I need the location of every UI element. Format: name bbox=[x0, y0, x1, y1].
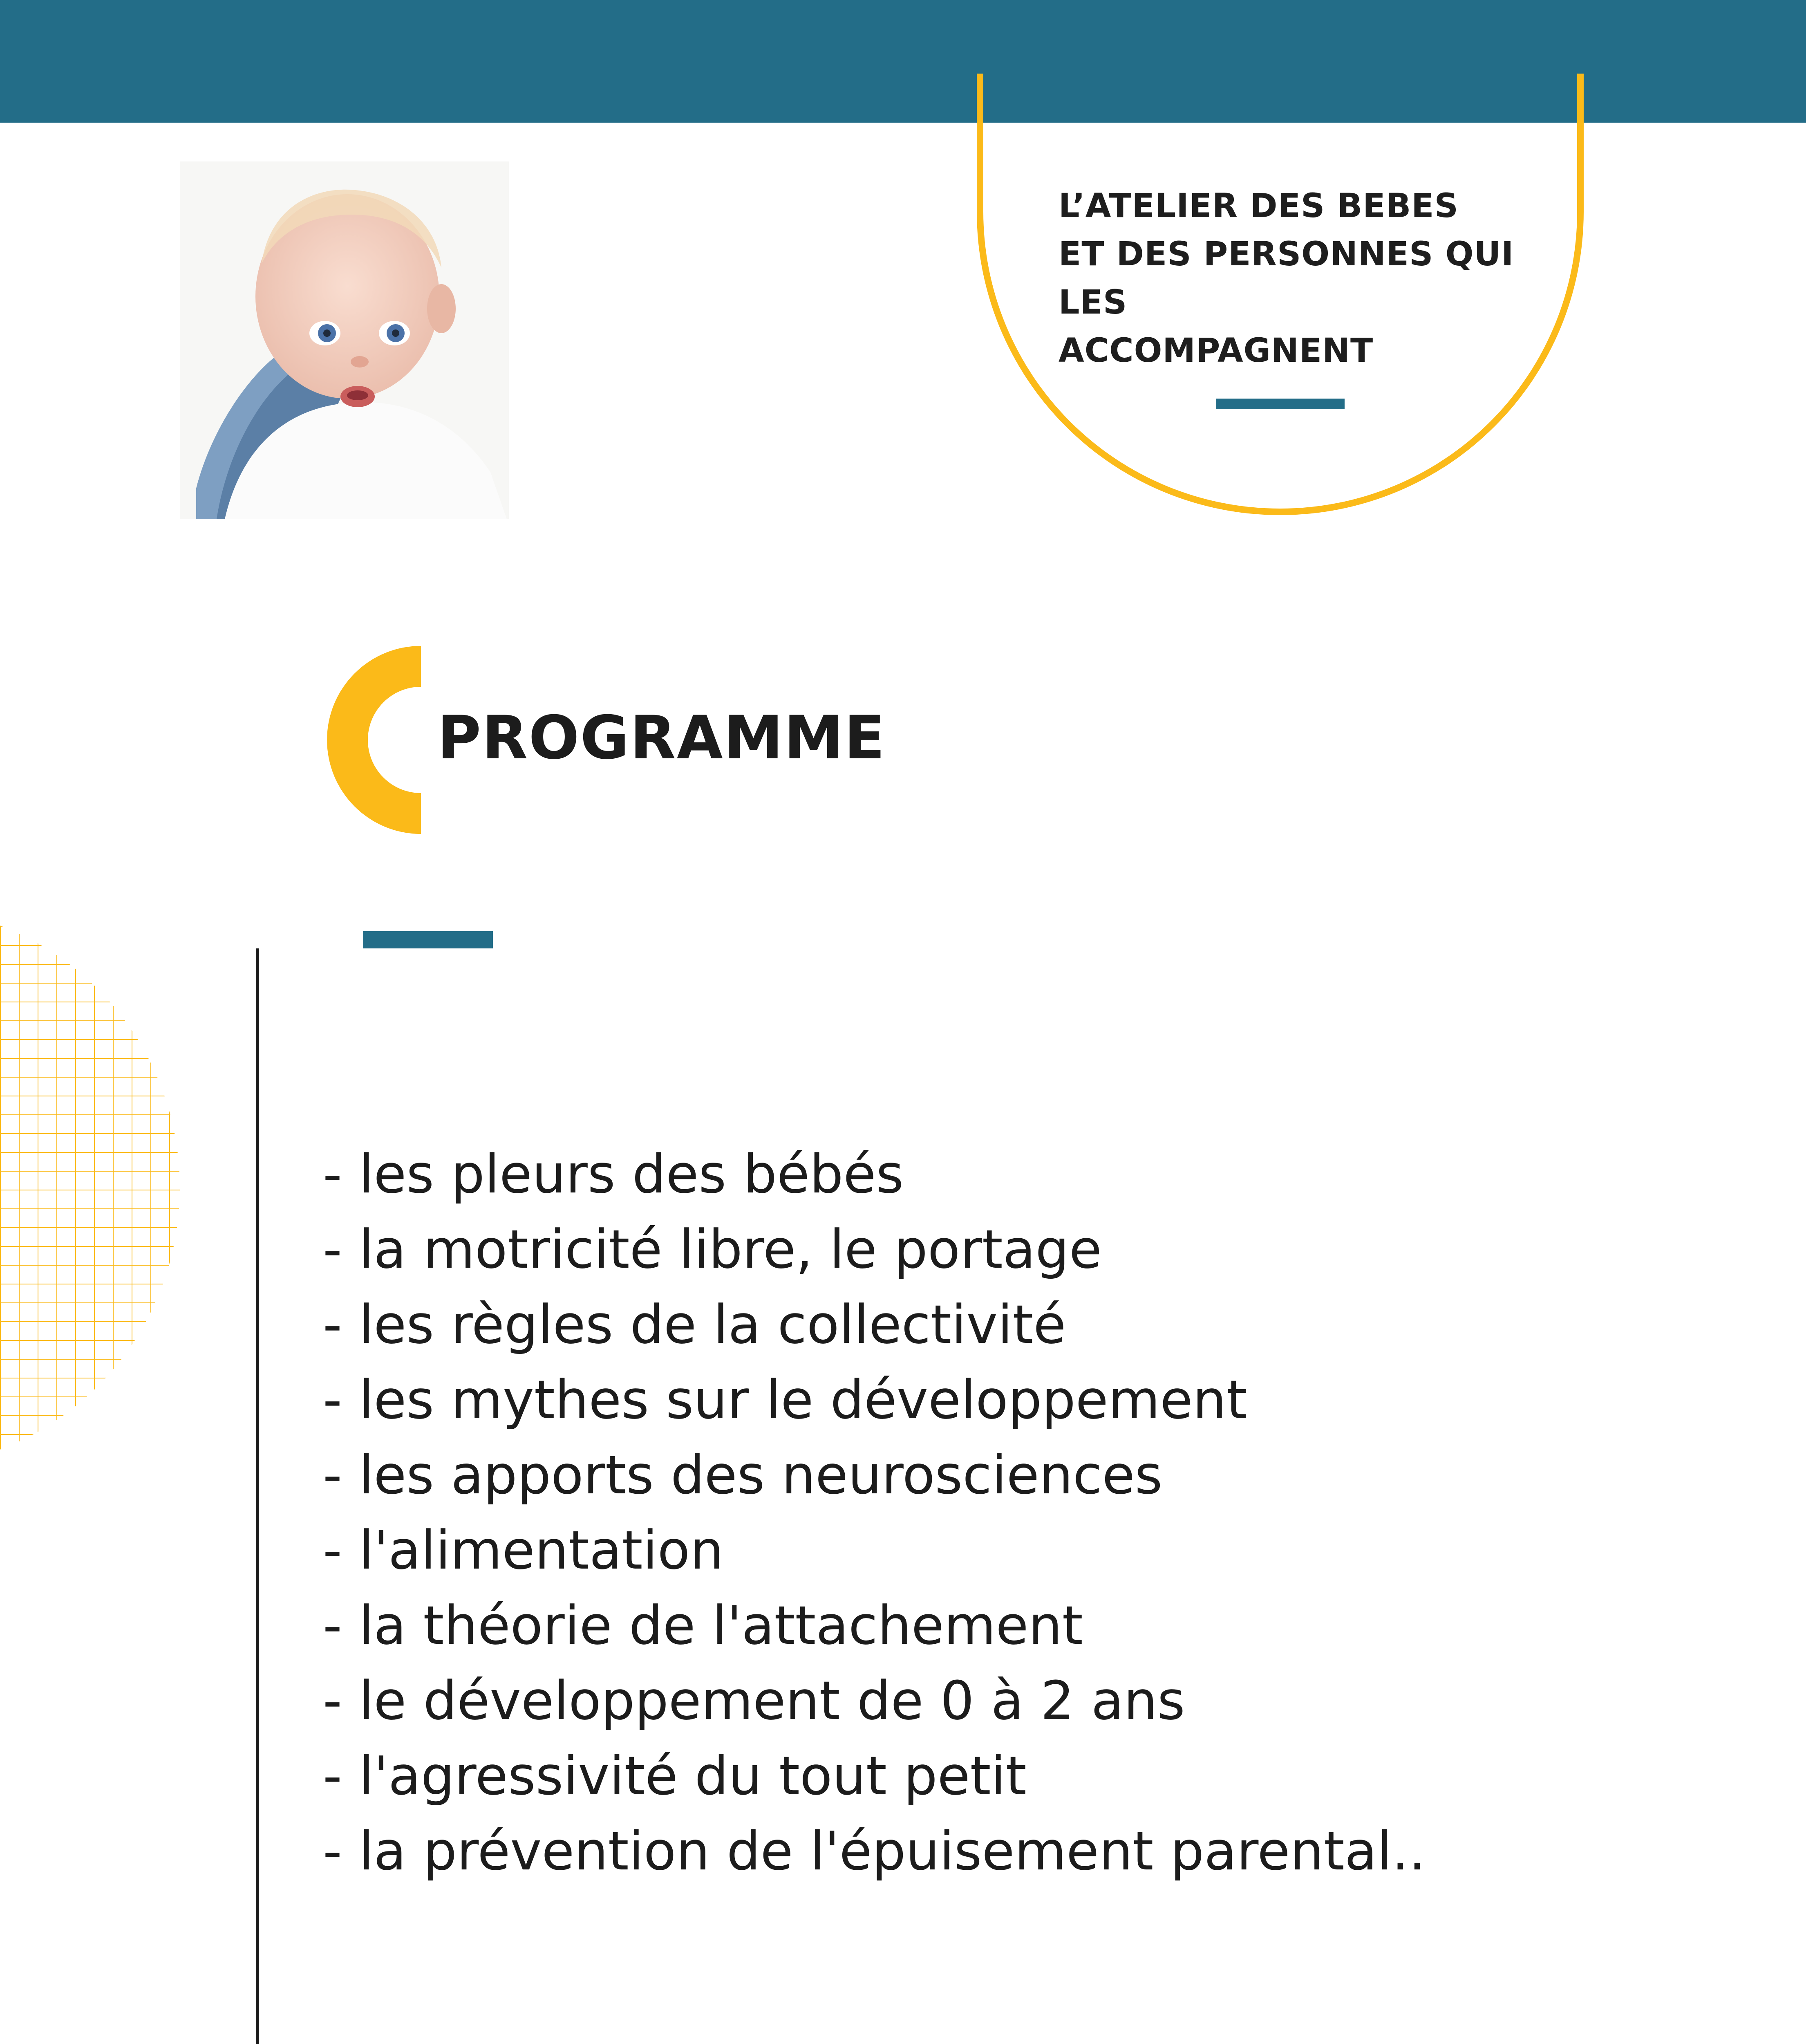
list-item: - l'agressivité du tout petit bbox=[323, 1745, 1027, 1807]
list-item: - l'alimentation bbox=[323, 1519, 724, 1581]
header-title-line: ACCOMPAGNENT bbox=[1059, 332, 1374, 370]
section-title: PROGRAMME bbox=[437, 703, 886, 773]
list-item: - les pleurs des bébés bbox=[323, 1143, 904, 1205]
programme-list bbox=[323, 1136, 1712, 1889]
list-item: - les règles de la collectivité bbox=[323, 1293, 1066, 1356]
c-shape-accent bbox=[327, 646, 433, 834]
list-item: - la motricité libre, le portage bbox=[323, 1218, 1102, 1280]
vertical-rule bbox=[256, 948, 259, 2044]
grid-decoration bbox=[0, 908, 182, 1468]
header-title-line: ET DES PERSONNES QUI bbox=[1059, 235, 1514, 273]
list-item: - les mythes sur le développement bbox=[323, 1369, 1247, 1431]
list-item: - la théorie de l'attachement bbox=[323, 1594, 1083, 1656]
section-underline bbox=[363, 931, 493, 948]
list-item: - le développement de 0 à 2 ans bbox=[323, 1670, 1185, 1732]
header-underline bbox=[1216, 399, 1345, 409]
header-title bbox=[1059, 182, 1565, 375]
header-title-line: LES bbox=[1059, 283, 1128, 322]
baby-photo bbox=[180, 161, 509, 519]
list-item: - la prévention de l'épuisement parental.. bbox=[323, 1820, 1426, 1882]
header-title-line: L’ATELIER DES BEBES bbox=[1059, 187, 1459, 225]
list-item: - les apports des neurosciences bbox=[323, 1444, 1163, 1506]
